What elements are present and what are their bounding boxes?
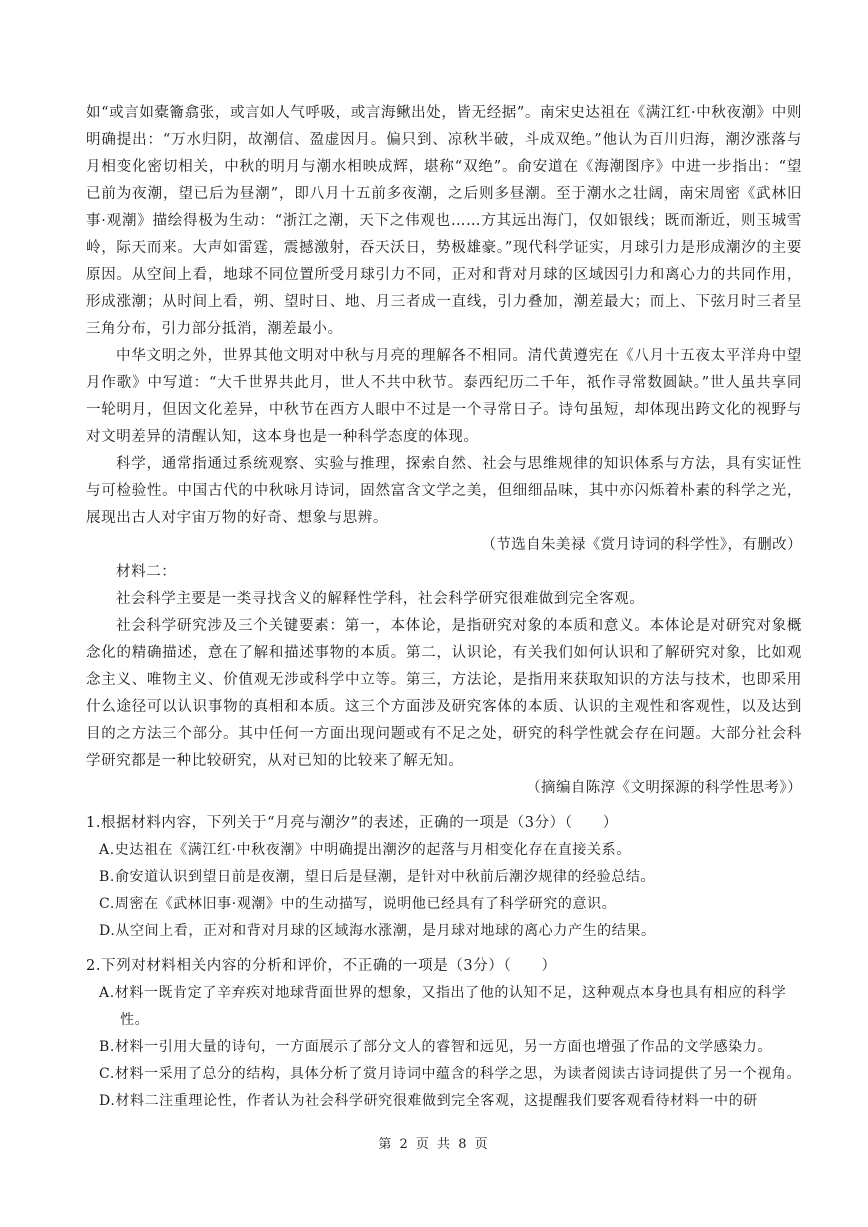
question-2-option-d: D.材料二注重理论性，作者认为社会科学研究很难做到完全客观，这提醒我们要客观看待材料一中的研 (99, 1093, 758, 1109)
question-1-option-b: B.俞安道认识到望日前是夜潮，望日后是昼潮，是针对中秋前后潮汐规律的经验总结。 (99, 869, 656, 885)
question-2-stem: 2.下列对材料相关内容的分析和评价，不正确的一项是（3分）（ ） (86, 958, 557, 974)
question-2-option-b: B.材料一引用大量的诗句，一方面展示了部分文人的睿智和远见，另一方面也增强了作品的文学感染力。 (99, 1039, 772, 1055)
paragraph-m1-1: 如“或言如橐籥翕张，或言如人气呼吸，或言海鳅出处，皆无经据”。南宋史达祖在《满江红·中秋夜潮》中则明确提出：“万水归阴，故潮信、盈虚因月。偏只到、凉秋半破，斗成双绝。”他认为百川归海，潮汐涨落与月相变化密切相关，中秋的明月与潮水相映成辉，堪称“双绝”。俞安道在《海潮图序》中进一步指出：“望已前为夜潮，望已后为昼潮”，即八月十五前多夜潮，之后则多昼潮。至于潮水之壮阔，南宋周密《武林旧事·观潮》描绘得极为生动：“浙江之潮，天下之伟观也……方其远出海门，仅如银线；既而渐近，则玉城雪岭，际天而来。大声如雷霆，震撼激射，吞天沃日，势极雄豪。”现代科学证实，月球引力是形成潮汐的主要原因。从空间上看，地球不同位置所受月球引力不同，正对和背对月球的区域因引力和离心力的共同作用，形成涨潮；从时间上看，朔、望时日、地、月三者成一直线，引力叠加，潮差最大；而上、下弦月时三者呈三角分布，引力部分抵消，潮差最小。 (86, 105, 802, 337)
question-2-option-c: C.材料一采用了总分的结构，具体分析了赏月诗词中蕴含的科学之思，为读者阅读古诗词提供了另一个视角。 (99, 1066, 802, 1082)
material-two-label: 材料二： (116, 564, 177, 580)
paragraph-m1-3: 科学，通常指通过系统观察、实验与推理，探索自然、社会与思维规律的知识体系与方法，具有实证性与可检验性。中国古代的中秋咏月诗词，固然富含文学之美，但细细品味，其中亦闪烁着朴素的科学之光，展现出古人对宇宙万物的好奇、想象与思辨。 (86, 456, 802, 526)
question-1-stem: 1.根据材料内容，下列关于“月亮与潮汐”的表述，正确的一项是（3分）（ ） (86, 815, 618, 831)
question-1-option-c: C.周密在《武林旧事·观潮》中的生动描写，说明他已经具有了科学研究的意识。 (99, 896, 617, 912)
source-citation-1: （节选自朱美禄《赏月诗词的科学性》，有删改） (481, 537, 802, 553)
page-number-footer: 第 2 页 共 8 页 (378, 1137, 490, 1152)
page-body (86, 100, 802, 1115)
question-1-option-d: D.从空间上看，正对和背对月球的区域海水涨潮，是月球对地球的离心力产生的结果。 (99, 923, 656, 939)
paragraph-m2-1: 社会科学主要是一类寻找含义的解释性学科，社会科学研究很难做到完全客观。 (116, 591, 645, 607)
source-citation-2: （摘编自陈淳《文明探源的科学性思考》） (526, 780, 802, 796)
question-2-option-a: A.材料一既肯定了辛弃疾对地球背面世界的想象，又指出了他的认知不足，这种观点本身也具有相应的科学性。 (99, 985, 787, 1028)
paragraph-m1-2: 中华文明之外，世界其他文明对中秋与月亮的理解各不相同。清代黄遵宪在《八月十五夜太平洋舟中望月作歌》中写道：“大千世界共此月，世人不共中秋节。泰西纪历二千年，祇作寻常数圆缺。”世人虽共享同一轮明月，但因文化差异，中秋节在西方人眼中不过是一个寻常日子。诗句虽短，却体现出跨文化的视野与对文明差异的清醒认知，这本身也是一种科学态度的体现。 (86, 348, 802, 445)
paragraph-m2-2: 社会科学研究涉及三个关键要素：第一，本体论，是指研究对象的本质和意义。本体论是对研究对象概念化的精确描述，意在了解和描述事物的本质。第二，认识论，有关我们如何认识和了解研究对象，比如观念主义、唯物主义、价值观无涉或科学中立等。第三，方法论，是指用来获取知识的方法与技术，也即采用什么途径可以认识事物的真相和本质。这三个方面涉及研究客体的本质、认识的主观性和客观性，以及达到目的之方法三个部分。其中任何一方面出现问题或有不足之处，研究的科学性就会存在问题。大部分社会科学研究都是一种比较研究，从对已知的比较来了解无知。 (86, 618, 802, 769)
question-1-option-a: A.史达祖在《满江红·中秋夜潮》中明确提出潮汐的起落与月相变化存在直接关系。 (99, 842, 631, 858)
